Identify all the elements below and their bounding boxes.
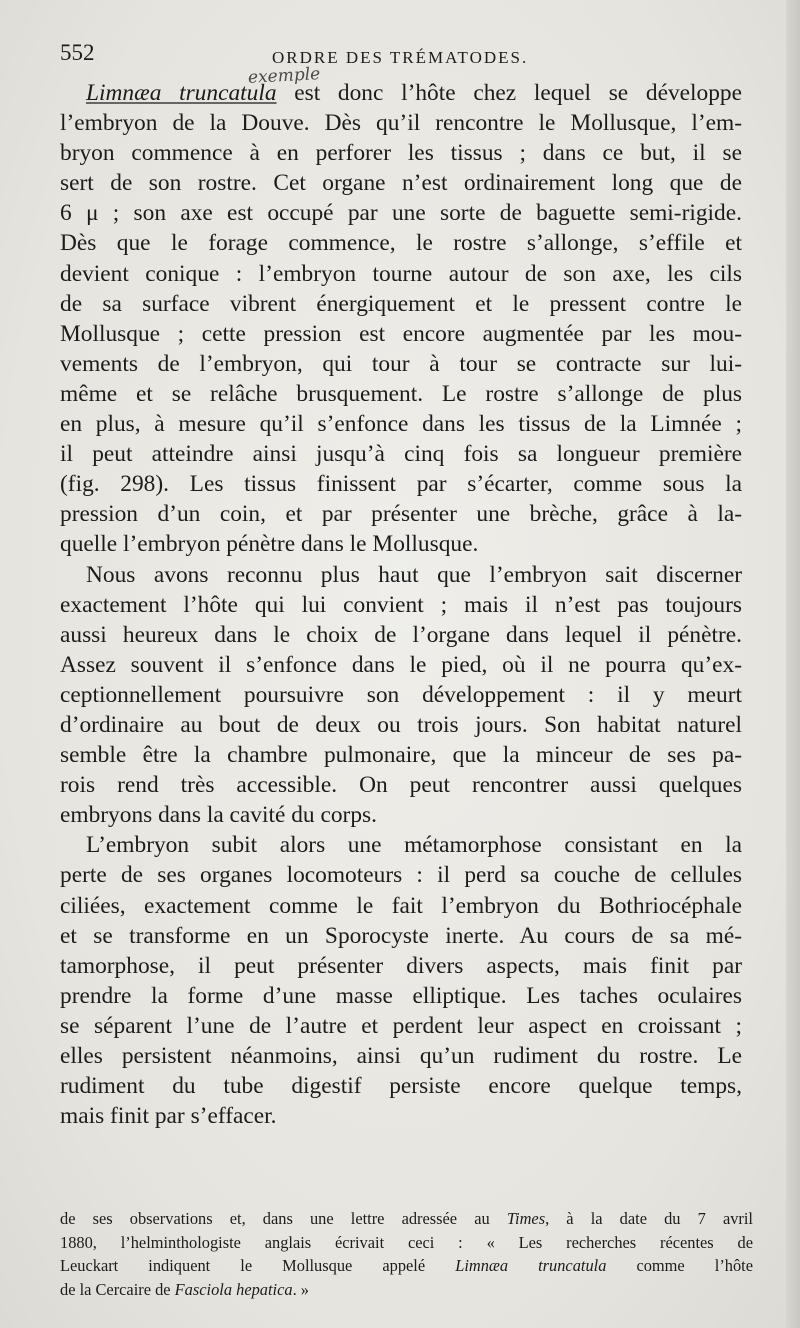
- text-line: ciliées, exactement comme le fait l’embryon du Bothriocéphale: [60, 892, 742, 919]
- text-line: se séparent l’une de l’autre et perdent leur aspect en croissant ;: [60, 1012, 742, 1039]
- text-span: Leuckart indiquent le Mollusque appelé: [60, 1256, 456, 1275]
- text-span: , à la date du 7 avril: [545, 1209, 753, 1228]
- page-header: [60, 30, 760, 88]
- text-span: de la Cercaire de: [60, 1279, 175, 1299]
- footnote-line: 1880, l’helminthologiste anglais écrivait ceci : « Les recherches récentes de: [60, 1232, 753, 1252]
- footnote-line: [60, 1207, 753, 1231]
- text-span: comme l’hôte: [606, 1256, 753, 1275]
- text-line: pression d’un coin, et par présenter une brèche, grâce à la-: [60, 501, 742, 528]
- text-line: elles persistent néanmoins, ainsi qu’un rudiment du rostre. Le: [60, 1043, 742, 1069]
- text-line: l’embryon de la Douve. Dès qu’il rencontre le Mollusque, l’em-: [60, 110, 742, 137]
- text-line: exactement l’hôte qui lui convient ; mais il n’est pas toujours: [60, 591, 742, 618]
- species-name: Limnæa truncatula: [455, 1256, 607, 1275]
- text-line: L’embryon subit alors une métamorphose consistant en la: [86, 832, 742, 859]
- text-line: mais finit par s’effacer.: [60, 1103, 277, 1130]
- text-line: semble être la chambre pulmonaire, que la minceur de ses pa-: [60, 742, 742, 769]
- text-line: sert de son rostre. Cet organe n’est ordinairement long que de: [60, 170, 742, 197]
- text-line: prendre la forme d’une masse elliptique. Les taches oculaires: [60, 982, 742, 1009]
- text-line: Dès que le forage commence, le rostre s’allonge, s’effile et: [60, 230, 742, 257]
- newspaper-title: Times: [506, 1209, 546, 1228]
- text-line: il peut atteindre ainsi jusqu’à cinq fois sa longueur première: [60, 441, 742, 468]
- text-line: perte de ses organes locomoteurs : il perd sa couche de cellules: [60, 862, 742, 889]
- text-line: en plus, à mesure qu’il s’enfonce dans les tissus de la Limnée ;: [60, 411, 742, 438]
- main-text: [60, 78, 742, 1131]
- text-line: rudiment du tube digestif persiste encore quelque temps,: [60, 1073, 742, 1100]
- text-line: Nous avons reconnu plus haut que l’embryon sait discerner: [86, 561, 742, 588]
- page-edge-shadow: [786, 0, 800, 1328]
- text-line: Assez souvent il s’enfonce dans le pied, où il ne pourra qu’ex-: [60, 651, 742, 678]
- text-line: tamorphose, il peut présenter divers aspects, mais finit par: [60, 952, 742, 979]
- footnote-line: [60, 1278, 753, 1302]
- footnote: [60, 1207, 753, 1301]
- text-line: aussi heureux dans le choix de l’organe dans lequel il pénètre.: [60, 621, 742, 648]
- text-line: [60, 78, 742, 108]
- text-span: est donc l’hôte chez lequel se développe: [276, 80, 742, 106]
- text-line: d’ordinaire au bout de deux ou trois jours. Son habitat naturel: [60, 711, 742, 738]
- text-line: vements de l’embryon, qui tour à tour se contracte sur lui-: [60, 350, 742, 377]
- text-line: et se transforme en un Sporocyste inerte. Au cours de sa mé-: [60, 922, 742, 949]
- text-line: ceptionnellement poursuivre son développement : il y meurt: [60, 681, 742, 708]
- text-span: . »: [292, 1279, 309, 1299]
- handwritten-annotation: exemple: [247, 64, 321, 88]
- paragraph-3: [60, 830, 742, 1131]
- running-title: ORDRE DES TRÉMATODES.: [272, 48, 529, 67]
- text-line: embryons dans la cavité du corps.: [60, 802, 377, 829]
- page-number: 552: [60, 40, 95, 65]
- text-line: quelle l’embryon pénètre dans le Mollusque.: [60, 531, 479, 558]
- text-line: devient conique : l’embryon tourne autour de son axe, les cils: [60, 260, 742, 287]
- text-line: rois rend très accessible. On peut rencontrer aussi quelques: [60, 772, 742, 799]
- text-line: de sa surface vibrent énergiquement et le pressent contre le: [60, 290, 742, 317]
- text-span: de ses observations et, dans une lettre adressée au: [60, 1209, 507, 1228]
- text-line: Mollusque ; cette pression est encore augmentée par les mou-: [60, 320, 742, 347]
- paragraph-2: [60, 560, 742, 831]
- paragraph-1: [60, 78, 742, 560]
- text-line: (fig. 298). Les tissus finissent par s’écarter, comme sous la: [60, 471, 742, 498]
- text-line: même et se relâche brusquement. Le rostre s’allonge de plus: [60, 380, 742, 407]
- text-line: bryon commence à en perforer les tissus ; dans ce but, il se: [60, 140, 742, 167]
- species-name: Limnæa truncatula: [86, 80, 277, 106]
- text-line: 6 μ ; son axe est occupé par une sorte de baguette semi-rigide.: [60, 200, 742, 227]
- footnote-line: [60, 1254, 753, 1278]
- species-name: Fasciola hepatica: [174, 1279, 293, 1299]
